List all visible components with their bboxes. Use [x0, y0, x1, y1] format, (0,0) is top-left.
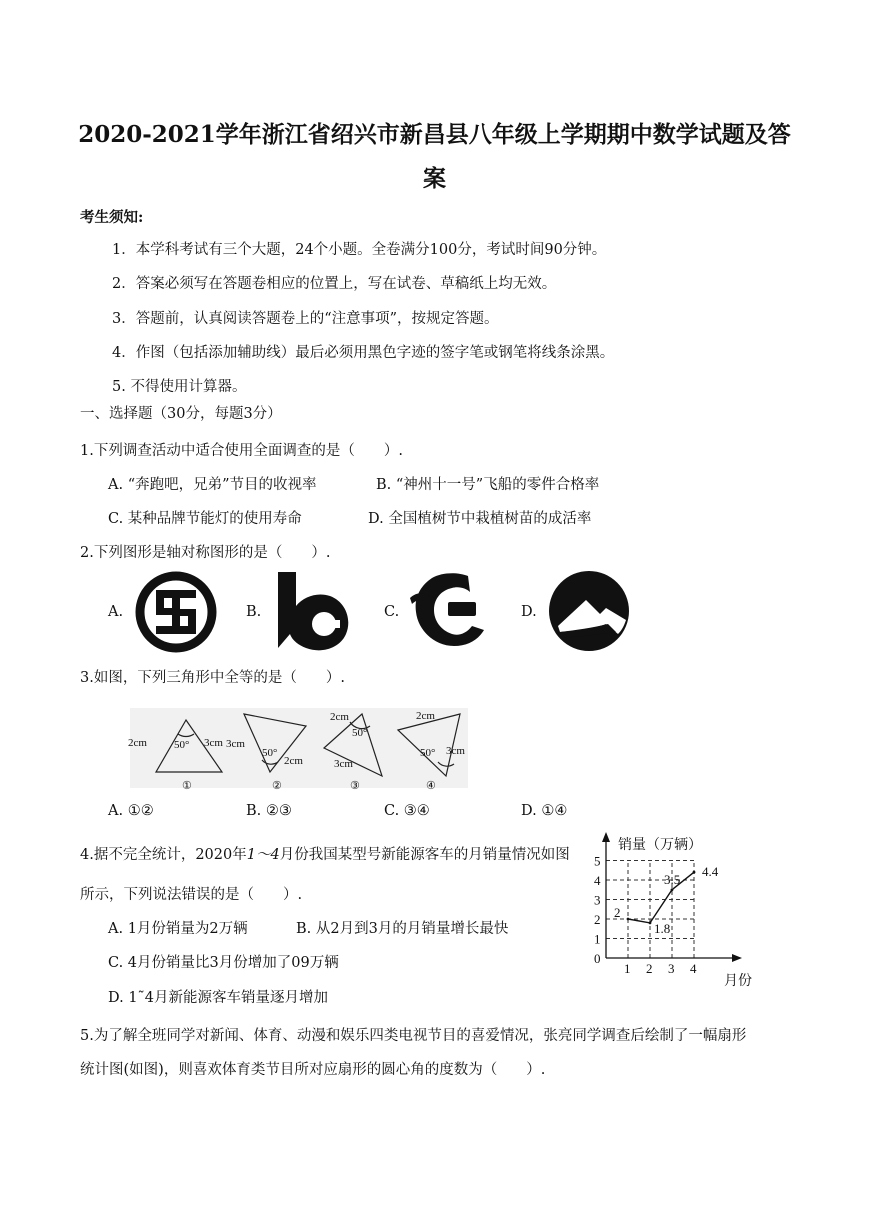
notice-item: 4．作图（包括添加辅助线）最后必须用黑色字迹的签字笔或钢笔将线条涂黑。 [112, 345, 615, 361]
data-point [671, 888, 674, 891]
option-c: C. 某种品牌节能灯的使用寿命 [108, 511, 302, 527]
y-tick-label: 3 [594, 892, 601, 908]
data-point [649, 922, 652, 925]
label-t1-right: 3cm [204, 737, 223, 749]
option-a-label: A. [108, 604, 124, 620]
bank-b-logo [270, 568, 354, 652]
option-b: B. “神州十一号”飞船的零件合格率 [376, 477, 600, 493]
x-tick-label: 4 [690, 961, 697, 976]
triangles-figure [126, 700, 472, 796]
stem-month-range: 1～4 [246, 847, 280, 863]
label-t2-angle: 50° [262, 747, 278, 759]
label-t1-angle: 50° [174, 739, 190, 751]
label-t3-top: 2cm [330, 711, 349, 723]
y-tick-label: 5 [594, 853, 601, 869]
question-stem: 5.为了解全班同学对新闻、体育、动漫和娱乐四类电视节目的喜爱情况，张亮同学调查后绘制了一幅扇形 [80, 1028, 747, 1044]
chart-xlabel: 月份 [724, 974, 752, 989]
data-label: 4.4 [702, 864, 719, 880]
stem-part: 月份我国某型号新能源客车的月销量情况如图 [279, 847, 570, 863]
label-t4-angle: 50° [420, 747, 436, 759]
data-label: 3.5 [664, 871, 681, 887]
option-a: A. “奔跑吧，兄弟”节目的收视率 [108, 477, 317, 493]
data-label: 2 [614, 905, 621, 920]
option-d-label: D. [521, 604, 537, 620]
data-point [627, 918, 630, 921]
question-stem-continued: 所示，下列说法错误的是（ ）. [80, 887, 303, 903]
section-heading: 一、选择题（30分，每题3分） [80, 406, 282, 422]
option-a: A. ①② [108, 803, 154, 819]
label-t3-num: ③ [350, 780, 360, 792]
notice-heading: 考生须知: [80, 209, 144, 226]
question-stem: 3.如图，下列三角形中全等的是（ ）. [80, 670, 345, 686]
option-b: B. ②③ [246, 803, 292, 819]
option-d: D. 1˜4月新能源客车销量逐月增加 [108, 990, 329, 1006]
data-label: 1.8 [654, 920, 671, 936]
question-stem: 2.下列图形是轴对称图形的是（ ）. [80, 545, 331, 561]
label-t4-num: ④ [426, 780, 436, 792]
mountain-logo [546, 568, 632, 654]
option-c: C. 4月份销量比3月份增加了09万辆 [108, 955, 339, 971]
label-t4-top: 2cm [416, 710, 435, 722]
page-title-continued: 案 [423, 165, 446, 192]
label-t1-num: ① [182, 780, 192, 792]
notice-item: 5. 不得使用计算器。 [112, 379, 247, 395]
y-tick-label: 2 [594, 912, 601, 927]
option-b: B. 从2月到3月的月销量增长最快 [296, 921, 509, 937]
option-c: C. ③④ [384, 803, 430, 819]
option-d: D. ①④ [521, 803, 568, 819]
chart-ylabel: 销量（万辆） [618, 838, 702, 853]
label-t3-bottom: 3cm [334, 758, 353, 770]
notice-item: 3．答题前，认真阅读答题卷上的“注意事项”，按规定答题。 [112, 311, 499, 327]
label-t2-left: 3cm [226, 738, 245, 750]
sales-line-chart [590, 828, 770, 994]
y-tick-label: 0 [594, 951, 601, 966]
y-tick-label: 4 [594, 873, 601, 888]
option-c-label: C. [384, 604, 400, 620]
data-point [693, 871, 696, 874]
label-t3-angle: 50° [352, 727, 368, 739]
icbc-logo [134, 570, 218, 654]
question-stem [80, 843, 570, 864]
y-tick-label: 1 [594, 931, 601, 947]
x-tick-label: 2 [646, 961, 653, 976]
notice-item: 2．答案必须写在答题卷相应的位置上，写在试卷、草稿纸上均无效。 [112, 276, 557, 292]
label-t2-num: ② [272, 780, 282, 792]
stem-part: 4.据不完全统计，2020年 [80, 847, 247, 863]
question-stem-continued: 统计图(如图)，则喜欢体育类节目所对应扇形的圆心角的度数为（ ）. [80, 1062, 546, 1078]
label-t1-left: 2cm [128, 737, 147, 749]
x-tick-label: 1 [624, 961, 631, 976]
page-title: 2020-2021学年浙江省绍兴市新昌县八年级上学期期中数学试题及答 [78, 121, 791, 148]
option-a: A. 1月份销量为2万辆 [108, 921, 248, 937]
bank-c-logo [408, 568, 492, 652]
label-t4-right: 3cm [446, 745, 465, 757]
question-stem: 1.下列调查活动中适合使用全面调查的是（ ）. [80, 443, 403, 459]
option-b-label: B. [246, 604, 262, 620]
label-t2-bottom: 2cm [284, 755, 303, 767]
x-tick-label: 3 [668, 961, 675, 976]
option-d: D. 全国植树节中栽植树苗的成活率 [368, 511, 592, 527]
notice-item: 1．本学科考试有三个大题，24个小题。全卷满分100分，考试时间90分钟。 [112, 242, 607, 258]
